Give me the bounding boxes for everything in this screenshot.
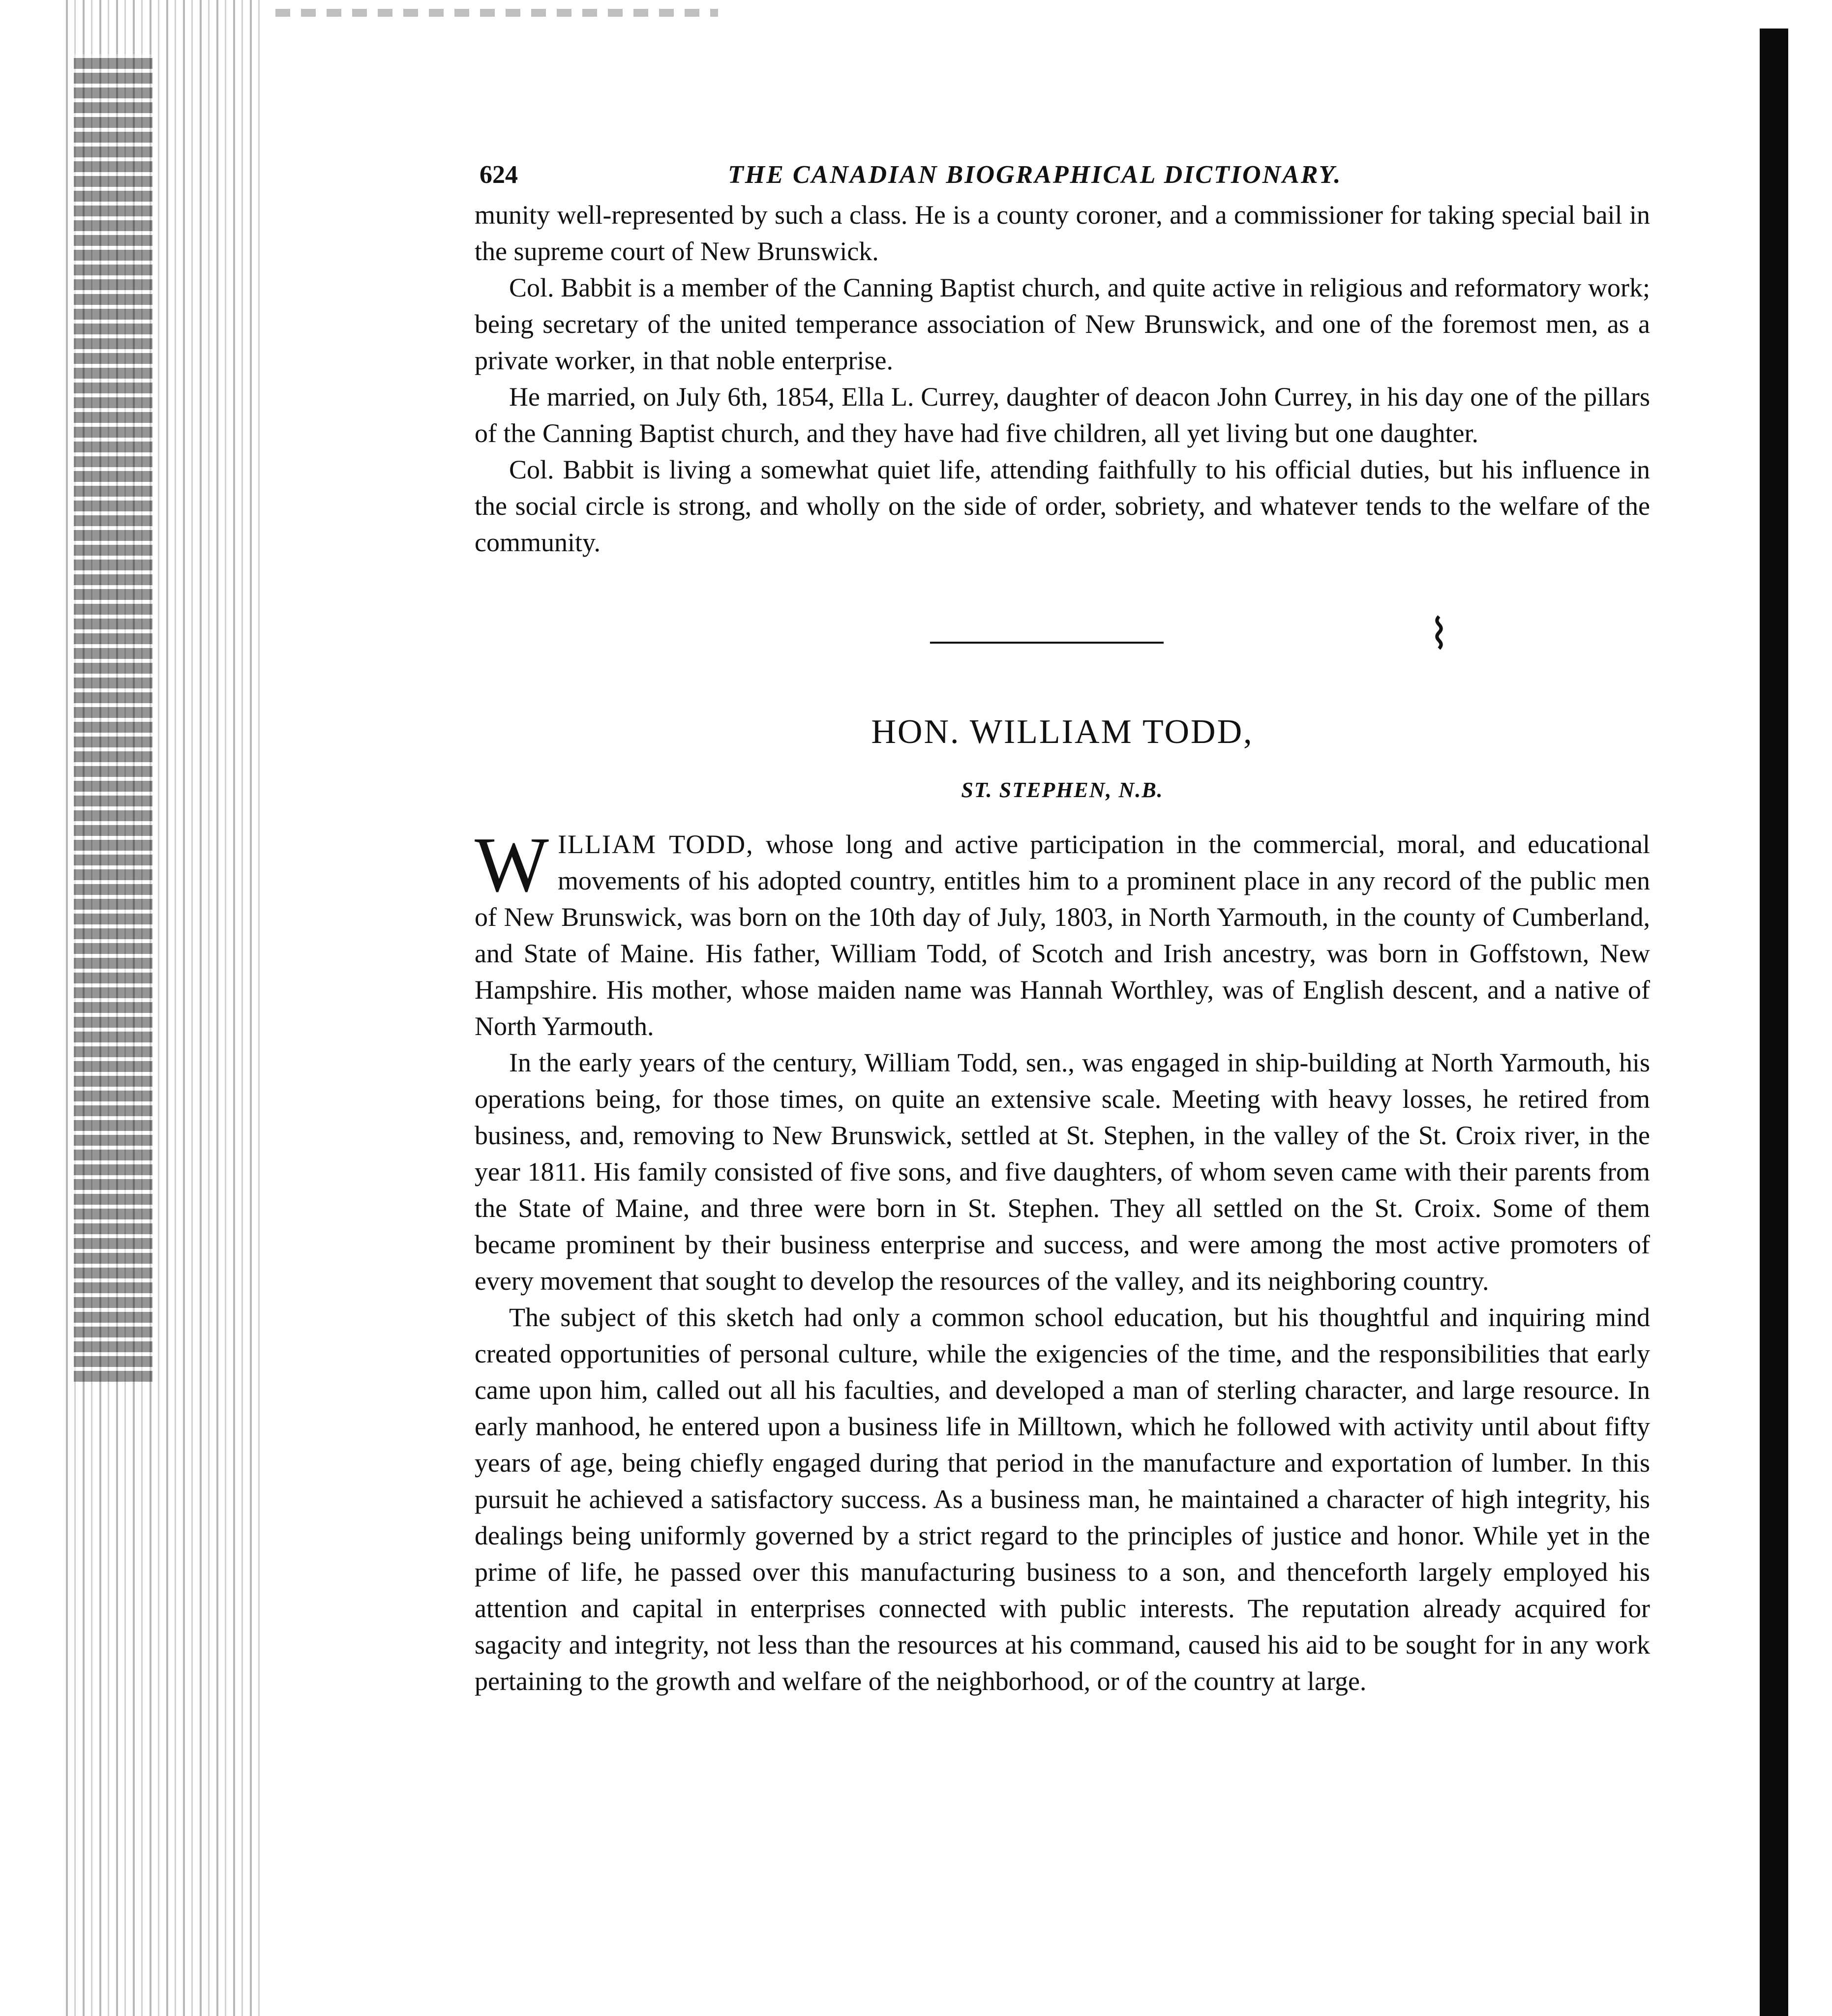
previous-paragraph-3: He married, on July 6th, 1854, Ella L. Currey, daughter of deacon John Currey, in his day one of the pillars of the Canning Baptist church, and they have had five children, all yet living but one daughter. [475,382,1650,448]
previous-paragraph-1: munity well-represented by such a class. He is a county coroner, and a commissioner for taking special bail in the supreme court of New Brunswick. [475,200,1650,266]
article-paragraph-1-text: whose long and active participation in the commercial, moral, and educational movements of his adopted country, entitles him to a prominent place in any record of the public men of New Brunswick, was born on the 10th day of July, 1803, in North Yarmouth, in the county of Cumberland, and State of Maine. His father, William Todd, of Scotch and Irish ancestry, was born in Goffstown, New Hampshire. His mother, whose maiden name was Hannah Worthley, was of English descent, and a native of North Yarmouth. [475,829,1650,1041]
article-location: ST. STEPHEN, N.B. [961,777,1164,802]
article-body [475,820,1650,1699]
running-title: THE CANADIAN BIOGRAPHICAL DICTIONARY. [728,161,1342,189]
book-page [475,152,1650,1854]
section-divider [930,642,1164,644]
previous-paragraph-2: Col. Babbit is a member of the Canning Baptist church, and quite active in religious and reformatory work; being secretary of the united temperance association of New Brunswick, and one of the foremost men, as a private worker, in that noble enterprise. [475,273,1650,375]
previous-paragraph-4: Col. Babbit is living a somewhat quiet life, attending faithfully to his official duties, but his influence in the social circle is strong, and wholly on the side of order, sobriety, and whatever tends to the welfare of the community. [475,455,1650,557]
running-head [475,152,1650,197]
top-scan-smudge [275,9,718,17]
article-paragraph-1 [475,820,1650,1044]
article-paragraph-2: In the early years of the century, William Todd, sen., was engaged in ship-building at North Yarmouth, his operations being, for those times, on quite an extensive scale. Meeting with heavy losses, he retired from business, and, removing to New Brunswick, settled at St. Stephen, in the valley of the St. Croix river, in the year 1811. His family consisted of five sons, and five daughters, of whom seven came with their parents from the State of Maine, and three were born in St. Stephen. They all settled on the St. Croix. Some of them became prominent by their business enterprise and success, and were among the most active promoters of every movement that sought to develop the resources of the valley, and its neighboring country. [475,1047,1650,1296]
handwritten-mark-icon: ⌇ [1429,610,1449,659]
previous-article [475,197,1650,561]
article-title: HON. WILLIAM TODD, [871,713,1254,751]
drop-cap: W [475,820,549,908]
right-scan-border [1760,29,1788,2016]
page-number: 624 [480,161,518,189]
article-paragraph-3: The subject of this sketch had only a common school education, but his thoughtful and inquiring mind created opportunities of personal culture, while the exigencies of the time, and the responsibilities that early came upon him, called out all his faculties, and developed a man of sterling character, and large resource. In early manhood, he entered upon a business life in Milltown, which he followed with activity until about fifty years of age, being chiefly engaged during that period in the manufacture and exportation of lumber. In this pursuit he achieved a satisfactory success. As a business man, he maintained a character of high integrity, his dealings being uniformly governed by a strict regard to the principles of justice and honor. While yet in the prime of life, he passed over this manufacturing business to a son, and thenceforth largely employed his attention and capital in enterprises connected with public interests. The reputation already acquired for sagacity and integrity, not less than the resources at his command, caused his aid to be sought for in any work pertaining to the growth and welfare of the neighborhood, or of the country at large. [475,1302,1650,1696]
binding-shadow-dark [74,54,152,1382]
lead-caps: ILLIAM TODD, [558,829,754,859]
